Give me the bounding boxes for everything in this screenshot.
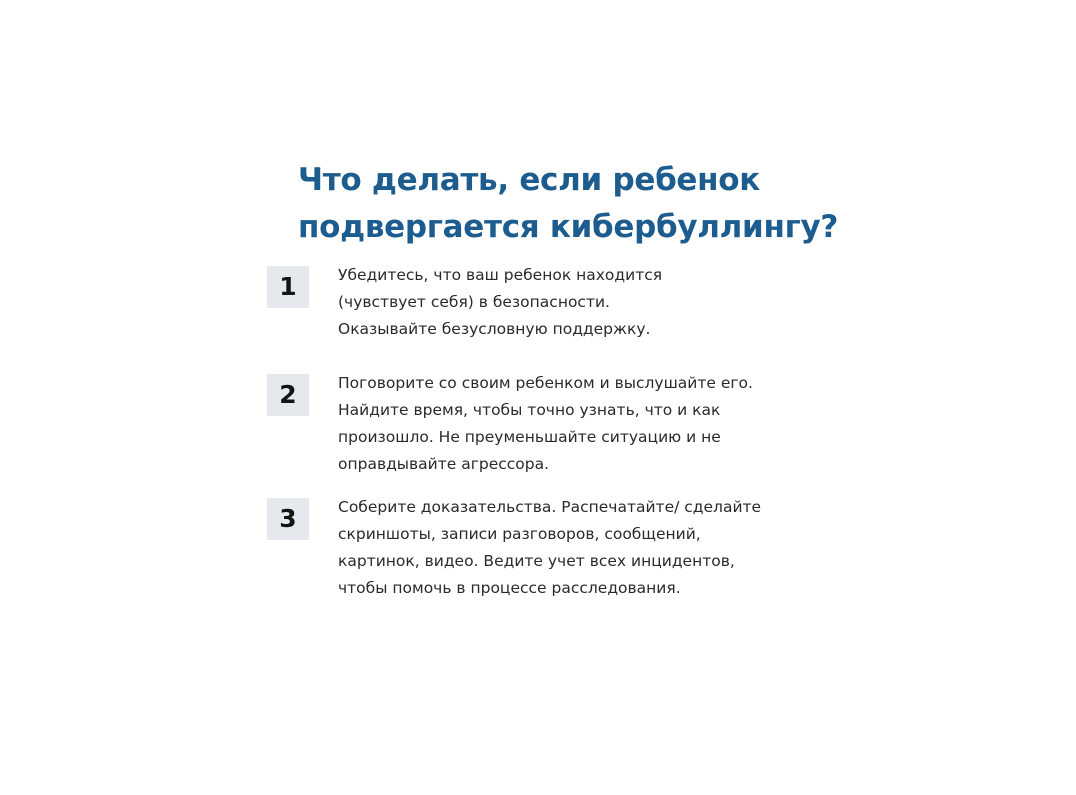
step-number-badge: 1 [267, 266, 309, 308]
title-line: подвергается кибербуллингу? [298, 209, 839, 245]
step-number-badge: 3 [267, 498, 309, 540]
title-line: Что делать, если ребенок [298, 162, 760, 198]
page-title [298, 157, 918, 251]
step-text [338, 370, 858, 478]
step-text-line: Убедитесь, что ваш ребенок находится [338, 266, 663, 284]
step-text-line: скриншоты, записи разговоров, сообщений, [338, 525, 701, 543]
step-text-line: Соберите доказательства. Распечатайте/ сделайте [338, 498, 762, 516]
step-number-badge: 2 [267, 374, 309, 416]
step-text [338, 494, 858, 602]
step-text-line: произошло. Не преуменьшайте ситуацию и не [338, 428, 721, 446]
step-text-line: чтобы помочь в процессе расследования. [338, 579, 681, 597]
step-text-line: Оказывайте безусловную поддержку. [338, 320, 651, 338]
step-text-line: (чувствует себя) в безопасности. [338, 293, 610, 311]
step-text-line: Поговорите со своим ребенком и выслушайте его. [338, 374, 753, 392]
step-text-line: картинок, видео. Ведите учет всех инцидентов, [338, 552, 735, 570]
step-text-line: оправдывайте агрессора. [338, 455, 550, 473]
step-text-line: Найдите время, чтобы точно узнать, что и как [338, 401, 721, 419]
step-text [338, 262, 858, 343]
